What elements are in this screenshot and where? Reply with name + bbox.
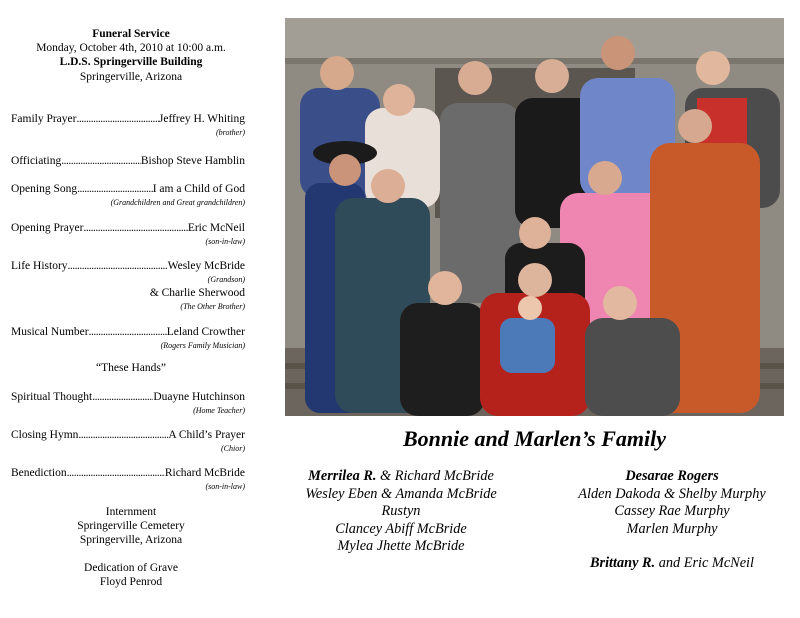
family-second-head <box>560 555 784 573</box>
family-photo <box>285 18 784 416</box>
item-note: (son-in-law) <box>205 237 245 246</box>
family-head-spouse: & Richard McBride <box>376 468 494 484</box>
family-member: Clancey Abiff McBride <box>335 520 467 537</box>
program-item-benediction <box>11 466 245 491</box>
item-note-2: (The Other Brother) <box>180 302 245 311</box>
item-label: Family Prayer <box>11 113 77 125</box>
item-value-2: & Charlie Sherwood <box>149 287 245 299</box>
item-note: (Chior) <box>221 444 245 453</box>
family-head-name: Merrilea R. <box>308 468 377 484</box>
family-second-spouse: and Eric McNeil <box>655 555 755 571</box>
service-city: Springerville, Arizona <box>79 70 183 83</box>
item-label: Officiating <box>11 155 62 167</box>
service-header <box>0 27 262 84</box>
item-value: A Child’s Prayer <box>168 429 245 441</box>
program-item-opening-song <box>11 182 245 207</box>
internment-label: Internment <box>105 506 157 518</box>
service-title: Funeral Service <box>92 28 170 40</box>
item-value: Duayne Hutchinson <box>153 391 245 403</box>
item-value: Richard McBride <box>164 467 245 479</box>
cemetery-city: Springerville, Arizona <box>79 534 183 546</box>
program-column <box>0 0 262 618</box>
item-label: Opening Prayer <box>11 222 84 234</box>
item-note: (Rogers Family Musician) <box>160 341 245 350</box>
item-label: Life History <box>11 260 68 272</box>
internment-info <box>0 505 262 589</box>
family-head-right: Desarae Rogers <box>625 468 719 484</box>
item-value: I am a Child of God <box>152 183 245 195</box>
service-date: Monday, October 4th, 2010 at 10:00 a.m. <box>36 42 226 55</box>
program-item-musical-number <box>11 325 245 350</box>
family-member: Marlen Murphy <box>626 520 718 537</box>
program-item-spiritual-thought <box>11 390 245 415</box>
family-second-name: Brittany R. <box>589 555 656 571</box>
item-value: Eric McNeil <box>187 222 245 234</box>
item-note: (brother) <box>215 128 245 137</box>
family-list-left <box>290 468 512 556</box>
family-member: Alden Dakoda & Shelby Murphy <box>578 485 766 502</box>
item-value: Bishop Steve Hamblin <box>140 155 245 167</box>
cemetery-name: Springerville Cemetery <box>77 520 185 532</box>
song-title: “These Hands” <box>96 362 166 374</box>
dedicator-name: Floyd Penrod <box>99 576 163 588</box>
program-item-life-history <box>11 259 245 311</box>
program-item-opening-prayer <box>11 221 245 246</box>
item-note: (son-in-law) <box>205 482 245 491</box>
item-note: (Grandson) <box>207 275 245 284</box>
program-item-officiating <box>11 154 245 168</box>
item-note: (Home Teacher) <box>193 406 245 415</box>
item-label: Opening Song <box>11 183 78 195</box>
family-member: Mylea Jhette McBride <box>337 538 465 554</box>
program-item-closing-hymn <box>11 428 245 453</box>
item-label: Spiritual Thought <box>11 391 93 403</box>
family-member: Wesley Eben & Amanda McBride <box>305 485 497 502</box>
family-member: Cassey Rae Murphy <box>614 503 730 519</box>
item-label: Musical Number <box>11 326 89 338</box>
service-location: L.D.S. Springerville Building <box>59 56 203 69</box>
program-item-family-prayer <box>11 112 245 137</box>
item-value: Jeffrey H. Whiting <box>158 113 245 125</box>
dedication-label: Dedication of Grave <box>84 562 178 574</box>
item-value: Wesley McBride <box>167 260 245 272</box>
item-label: Benediction <box>11 467 67 479</box>
family-list-right <box>560 468 784 573</box>
family-title: Bonnie and Marlen’s Family <box>402 426 667 451</box>
item-note: (Grandchildren and Great grandchildren) <box>110 198 245 207</box>
family-head-left <box>290 468 512 486</box>
item-label: Closing Hymn <box>11 429 79 441</box>
item-value: Leland Crowther <box>166 326 245 338</box>
family-member: Rustyn <box>381 503 421 519</box>
